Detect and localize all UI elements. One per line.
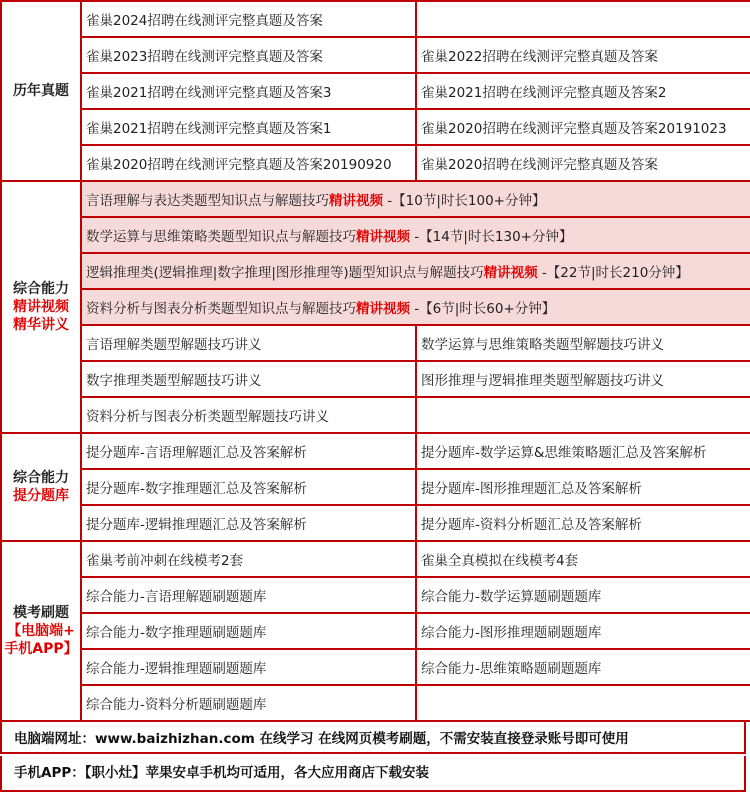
table-row <box>1 397 750 433</box>
video-title: 资料分析与图表分析类题型知识点与解题技巧 <box>86 301 356 317</box>
table-row <box>1 325 750 361</box>
section-subtitle: 【电脑端+ <box>7 623 75 639</box>
video-meta: -【10节|时长100+分钟】 <box>383 193 546 209</box>
list-item[interactable]: 雀巢2020招聘在线测评完整真题及答案20191023 <box>416 109 750 145</box>
table-row <box>1 289 750 325</box>
table-row <box>1 469 750 505</box>
table-row <box>1 685 750 721</box>
empty-cell <box>416 685 750 721</box>
footer-app-line: 手机APP：【职小灶】苹果安卓手机均可适用，各大应用商店下载安装 <box>0 756 746 792</box>
list-item[interactable]: 综合能力-资料分析题刷题题库 <box>81 685 416 721</box>
section-subtitle: 精华讲义 <box>13 317 69 333</box>
section-subtitle: 精讲视频 <box>13 299 69 315</box>
list-item[interactable]: 雀巢2021招聘在线测评完整真题及答案2 <box>416 73 750 109</box>
table-row <box>1 109 750 145</box>
list-item[interactable]: 数学运算与思维策略类题型解题技巧讲义 <box>416 325 750 361</box>
list-item[interactable]: 综合能力-逻辑推理题刷题题库 <box>81 649 416 685</box>
table-row <box>1 577 750 613</box>
section-title: 综合能力 <box>13 281 69 297</box>
list-item[interactable]: 综合能力-数学运算题刷题题库 <box>416 577 750 613</box>
table-row <box>1 649 750 685</box>
list-item[interactable]: 提分题库-逻辑推理题汇总及答案解析 <box>81 505 416 541</box>
video-highlight: 精讲视频 <box>483 265 538 281</box>
video-item[interactable] <box>81 253 750 289</box>
section-subtitle: 手机APP】 <box>4 641 78 657</box>
section-subtitle: 提分题库 <box>13 488 69 504</box>
video-highlight: 精讲视频 <box>329 193 383 209</box>
list-item[interactable]: 雀巢2022招聘在线测评完整真题及答案 <box>416 37 750 73</box>
video-meta: -【22节|时长210分钟】 <box>537 265 689 281</box>
video-title: 逻辑推理类(逻辑推理|数字推理|图形推理等)题型知识点与解题技巧 <box>86 265 484 281</box>
video-highlight: 精讲视频 <box>356 229 410 245</box>
list-item[interactable]: 综合能力-数字推理题刷题题库 <box>81 613 416 649</box>
list-item[interactable]: 雀巢2020招聘在线测评完整真题及答案20190920 <box>81 145 416 181</box>
video-meta: -【14节|时长130+分钟】 <box>410 229 573 245</box>
footer-pc-line: 电脑端网址：www.baizhizhan.com 在线学习 在线网页模考刷题，不需安装直接登录账号即可使用 <box>0 720 746 754</box>
table-row <box>1 217 750 253</box>
table-row <box>1 433 750 469</box>
empty-cell <box>416 1 750 37</box>
table-row <box>1 181 750 217</box>
list-item[interactable]: 提分题库-资料分析题汇总及答案解析 <box>416 505 750 541</box>
list-item[interactable]: 提分题库-数字推理题汇总及答案解析 <box>81 469 416 505</box>
video-item[interactable] <box>81 181 750 217</box>
list-item[interactable]: 数字推理类题型解题技巧讲义 <box>81 361 416 397</box>
table-row <box>1 145 750 181</box>
list-item[interactable]: 综合能力-图形推理题刷题题库 <box>416 613 750 649</box>
video-title: 言语理解与表达类题型知识点与解题技巧 <box>86 193 329 209</box>
table-row <box>1 1 750 37</box>
video-title: 数学运算与思维策略类题型知识点与解题技巧 <box>86 229 356 245</box>
video-item[interactable] <box>81 217 750 253</box>
list-item[interactable]: 综合能力-言语理解题刷题题库 <box>81 577 416 613</box>
section-title: 综合能力 <box>13 470 69 486</box>
table-row <box>1 361 750 397</box>
section-mock <box>1 541 81 721</box>
list-item[interactable]: 雀巢2024招聘在线测评完整真题及答案 <box>81 1 416 37</box>
table-row <box>1 37 750 73</box>
table-row <box>1 613 750 649</box>
section-title: 模考刷题 <box>13 605 69 621</box>
list-item[interactable]: 雀巢2021招聘在线测评完整真题及答案3 <box>81 73 416 109</box>
video-meta: -【6节|时长60+分钟】 <box>410 301 556 317</box>
section-videos <box>1 181 81 433</box>
list-item[interactable]: 雀巢考前冲刺在线模考2套 <box>81 541 416 577</box>
list-item[interactable]: 雀巢全真模拟在线模考4套 <box>416 541 750 577</box>
list-item[interactable]: 提分题库-数学运算&思维策略题汇总及答案解析 <box>416 433 750 469</box>
list-item[interactable]: 雀巢2020招聘在线测评完整真题及答案 <box>416 145 750 181</box>
list-item[interactable]: 提分题库-图形推理题汇总及答案解析 <box>416 469 750 505</box>
list-item[interactable]: 雀巢2021招聘在线测评完整真题及答案1 <box>81 109 416 145</box>
section-title: 历年真题 <box>13 83 69 99</box>
list-item[interactable]: 综合能力-思维策略题刷题题库 <box>416 649 750 685</box>
list-item[interactable]: 雀巢2023招聘在线测评完整真题及答案 <box>81 37 416 73</box>
table-row <box>1 73 750 109</box>
section-question-bank <box>1 433 81 541</box>
video-highlight: 精讲视频 <box>356 301 410 317</box>
empty-cell <box>416 397 750 433</box>
list-item[interactable]: 提分题库-言语理解题汇总及答案解析 <box>81 433 416 469</box>
list-item[interactable]: 图形推理与逻辑推理类题型解题技巧讲义 <box>416 361 750 397</box>
list-item[interactable]: 资料分析与图表分析类题型解题技巧讲义 <box>81 397 416 433</box>
table-row <box>1 253 750 289</box>
table-row <box>1 541 750 577</box>
section-past-papers <box>1 1 81 181</box>
video-item[interactable] <box>81 289 750 325</box>
list-item[interactable]: 言语理解类题型解题技巧讲义 <box>81 325 416 361</box>
table-row <box>1 505 750 541</box>
